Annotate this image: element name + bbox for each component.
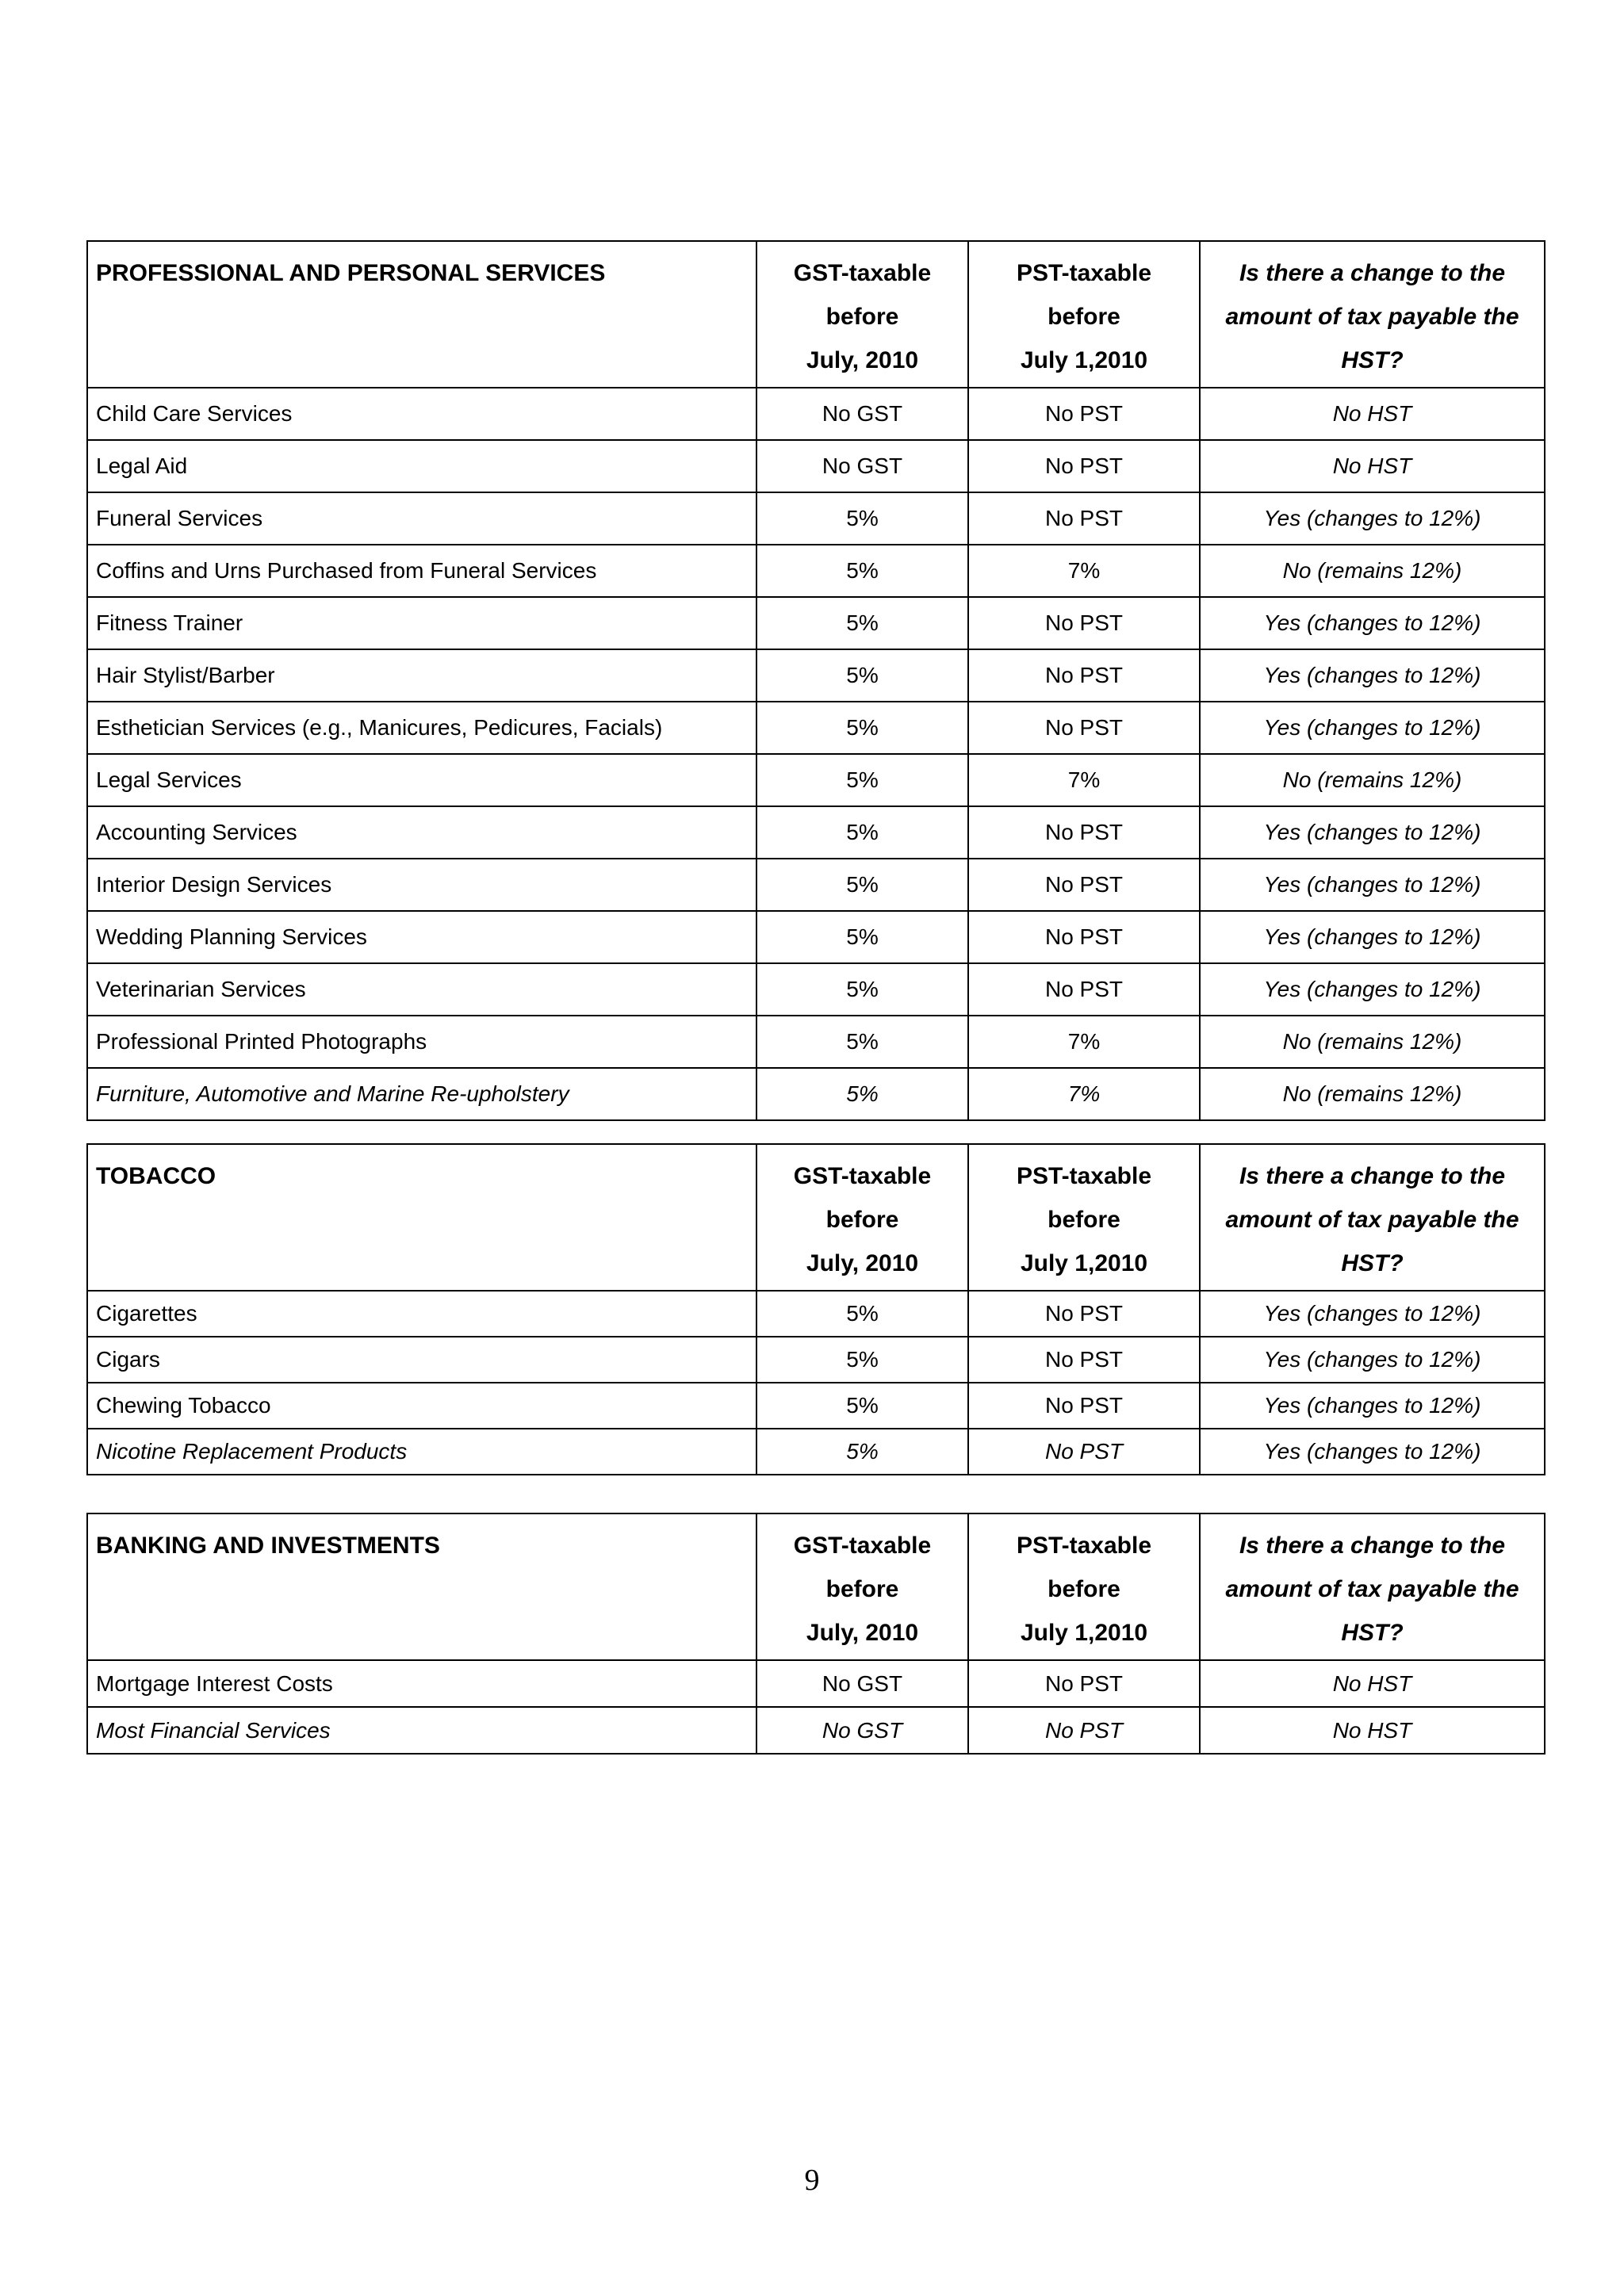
- pst-cell: No PST: [968, 963, 1200, 1016]
- table-row: [87, 859, 1545, 911]
- gst-header-line-2: before: [825, 1207, 899, 1233]
- pst-header-line-3: July 1,2010: [1020, 1250, 1148, 1276]
- item-cell: Esthetician Services (e.g., Manicures, Pedicures, Facials): [87, 702, 756, 754]
- table-row: [87, 963, 1545, 1016]
- pst-column-header: [968, 1144, 1200, 1291]
- pst-cell: No PST: [968, 702, 1200, 754]
- change-cell: Yes (changes to 12%): [1200, 859, 1545, 911]
- pst-cell: 7%: [968, 545, 1200, 597]
- gst-cell: 5%: [756, 1068, 968, 1120]
- gst-header-line-1: GST-taxable: [793, 1533, 932, 1559]
- change-header-line-1: Is there a change to the: [1239, 1533, 1506, 1559]
- item-cell: Professional Printed Photographs: [87, 1016, 756, 1068]
- pst-header-line-2: before: [1048, 1207, 1120, 1233]
- pst-cell: No PST: [968, 597, 1200, 649]
- change-cell: No HST: [1200, 1707, 1545, 1754]
- change-cell: No HST: [1200, 1660, 1545, 1707]
- table-row: [87, 806, 1545, 859]
- item-cell: Veterinarian Services: [87, 963, 756, 1016]
- gst-cell: 5%: [756, 702, 968, 754]
- item-cell: Wedding Planning Services: [87, 911, 756, 963]
- table-row: [87, 388, 1545, 440]
- table-row: [87, 1429, 1545, 1475]
- table-header-row: [87, 1144, 1545, 1291]
- change-cell: No (remains 12%): [1200, 545, 1545, 597]
- gst-cell: 5%: [756, 859, 968, 911]
- gst-cell: 5%: [756, 492, 968, 545]
- item-cell: Cigars: [87, 1337, 756, 1383]
- section-title: BANKING AND INVESTMENTS: [87, 1513, 756, 1660]
- gst-column-header: [756, 241, 968, 388]
- pst-cell: No PST: [968, 388, 1200, 440]
- gst-header-line-3: July, 2010: [806, 347, 919, 373]
- change-cell: Yes (changes to 12%): [1200, 911, 1545, 963]
- table-row: [87, 440, 1545, 492]
- gst-cell: 5%: [756, 597, 968, 649]
- item-cell: Legal Aid: [87, 440, 756, 492]
- change-cell: Yes (changes to 12%): [1200, 597, 1545, 649]
- pst-cell: No PST: [968, 492, 1200, 545]
- change-header-line-2: amount of tax payable the: [1225, 1576, 1519, 1602]
- table-row: [87, 649, 1545, 702]
- item-cell: Mortgage Interest Costs: [87, 1660, 756, 1707]
- change-cell: Yes (changes to 12%): [1200, 1291, 1545, 1337]
- pst-header-line-3: July 1,2010: [1020, 347, 1148, 373]
- gst-cell: 5%: [756, 1016, 968, 1068]
- table-row: [87, 545, 1545, 597]
- table-row: [87, 1291, 1545, 1337]
- section-title: TOBACCO: [87, 1144, 756, 1291]
- table-row: [87, 1707, 1545, 1754]
- pst-cell: No PST: [968, 806, 1200, 859]
- change-header-line-3: HST?: [1341, 1250, 1404, 1276]
- change-cell: Yes (changes to 12%): [1200, 1337, 1545, 1383]
- gst-header-line-2: before: [825, 1576, 899, 1602]
- gst-header-line-3: July, 2010: [806, 1620, 919, 1646]
- change-cell: Yes (changes to 12%): [1200, 1383, 1545, 1429]
- gst-cell: 5%: [756, 649, 968, 702]
- gst-column-header: [756, 1513, 968, 1660]
- change-cell: Yes (changes to 12%): [1200, 492, 1545, 545]
- pst-cell: No PST: [968, 1337, 1200, 1383]
- item-cell: Coffins and Urns Purchased from Funeral Services: [87, 545, 756, 597]
- table-row: [87, 702, 1545, 754]
- gst-header-line-1: GST-taxable: [793, 1163, 932, 1189]
- pst-cell: No PST: [968, 1429, 1200, 1475]
- pst-cell: No PST: [968, 1660, 1200, 1707]
- gst-cell: No GST: [756, 388, 968, 440]
- gst-cell: No GST: [756, 1660, 968, 1707]
- change-cell: Yes (changes to 12%): [1200, 963, 1545, 1016]
- item-cell: Interior Design Services: [87, 859, 756, 911]
- gst-cell: No GST: [756, 440, 968, 492]
- item-cell: Most Financial Services: [87, 1707, 756, 1754]
- change-header-line-2: amount of tax payable the: [1225, 304, 1519, 330]
- pst-cell: No PST: [968, 649, 1200, 702]
- pst-column-header: [968, 1513, 1200, 1660]
- item-cell: Legal Services: [87, 754, 756, 806]
- item-cell: Nicotine Replacement Products: [87, 1429, 756, 1475]
- gst-header-line-1: GST-taxable: [793, 260, 932, 286]
- change-cell: No HST: [1200, 440, 1545, 492]
- tobacco-table: [86, 1143, 1545, 1475]
- gst-cell: 5%: [756, 1337, 968, 1383]
- pst-cell: 7%: [968, 1016, 1200, 1068]
- item-cell: Child Care Services: [87, 388, 756, 440]
- change-cell: No HST: [1200, 388, 1545, 440]
- change-header-line-1: Is there a change to the: [1239, 260, 1506, 286]
- item-cell: Funeral Services: [87, 492, 756, 545]
- pst-header-line-2: before: [1048, 1576, 1120, 1602]
- change-cell: Yes (changes to 12%): [1200, 702, 1545, 754]
- item-cell: Furniture, Automotive and Marine Re-upholstery: [87, 1068, 756, 1120]
- change-cell: No (remains 12%): [1200, 1016, 1545, 1068]
- pst-header-line-1: PST-taxable: [1016, 1163, 1152, 1189]
- pst-column-header: [968, 241, 1200, 388]
- change-column-header: [1200, 1144, 1545, 1291]
- pst-cell: No PST: [968, 440, 1200, 492]
- gst-cell: 5%: [756, 1429, 968, 1475]
- change-column-header: [1200, 1513, 1545, 1660]
- gst-header-line-2: before: [825, 304, 899, 330]
- table-row: [87, 1660, 1545, 1707]
- table-row: [87, 1383, 1545, 1429]
- professional-services-table: [86, 240, 1545, 1121]
- pst-cell: No PST: [968, 1707, 1200, 1754]
- page-number: 9: [804, 2164, 820, 2197]
- gst-cell: 5%: [756, 1383, 968, 1429]
- table-header-row: [87, 1513, 1545, 1660]
- pst-cell: 7%: [968, 754, 1200, 806]
- item-cell: Hair Stylist/Barber: [87, 649, 756, 702]
- table-row: [87, 1337, 1545, 1383]
- table-row: [87, 1068, 1545, 1120]
- change-cell: Yes (changes to 12%): [1200, 1429, 1545, 1475]
- pst-cell: No PST: [968, 911, 1200, 963]
- pst-cell: 7%: [968, 1068, 1200, 1120]
- change-header-line-2: amount of tax payable the: [1225, 1207, 1519, 1233]
- change-header-line-3: HST?: [1341, 1620, 1404, 1646]
- item-cell: Chewing Tobacco: [87, 1383, 756, 1429]
- table-row: [87, 597, 1545, 649]
- gst-column-header: [756, 1144, 968, 1291]
- table-row: [87, 1016, 1545, 1068]
- gst-cell: 5%: [756, 911, 968, 963]
- change-column-header: [1200, 241, 1545, 388]
- gst-cell: 5%: [756, 1291, 968, 1337]
- change-cell: Yes (changes to 12%): [1200, 649, 1545, 702]
- table-row: [87, 492, 1545, 545]
- section-title: PROFESSIONAL AND PERSONAL SERVICES: [87, 241, 756, 388]
- table-row: [87, 754, 1545, 806]
- pst-header-line-1: PST-taxable: [1016, 1533, 1152, 1559]
- table-header-row: [87, 241, 1545, 388]
- gst-cell: 5%: [756, 545, 968, 597]
- change-header-line-1: Is there a change to the: [1239, 1163, 1506, 1189]
- pst-header-line-1: PST-taxable: [1016, 260, 1152, 286]
- item-cell: Cigarettes: [87, 1291, 756, 1337]
- change-header-line-3: HST?: [1341, 347, 1404, 373]
- item-cell: Fitness Trainer: [87, 597, 756, 649]
- change-cell: No (remains 12%): [1200, 1068, 1545, 1120]
- gst-cell: 5%: [756, 806, 968, 859]
- pst-header-line-3: July 1,2010: [1020, 1620, 1148, 1646]
- table-row: [87, 911, 1545, 963]
- pst-cell: No PST: [968, 859, 1200, 911]
- pst-header-line-2: before: [1048, 304, 1120, 330]
- gst-cell: 5%: [756, 963, 968, 1016]
- gst-cell: No GST: [756, 1707, 968, 1754]
- change-cell: No (remains 12%): [1200, 754, 1545, 806]
- pst-cell: No PST: [968, 1291, 1200, 1337]
- change-cell: Yes (changes to 12%): [1200, 806, 1545, 859]
- gst-cell: 5%: [756, 754, 968, 806]
- pst-cell: No PST: [968, 1383, 1200, 1429]
- item-cell: Accounting Services: [87, 806, 756, 859]
- gst-header-line-3: July, 2010: [806, 1250, 919, 1276]
- banking-investments-table: [86, 1513, 1545, 1755]
